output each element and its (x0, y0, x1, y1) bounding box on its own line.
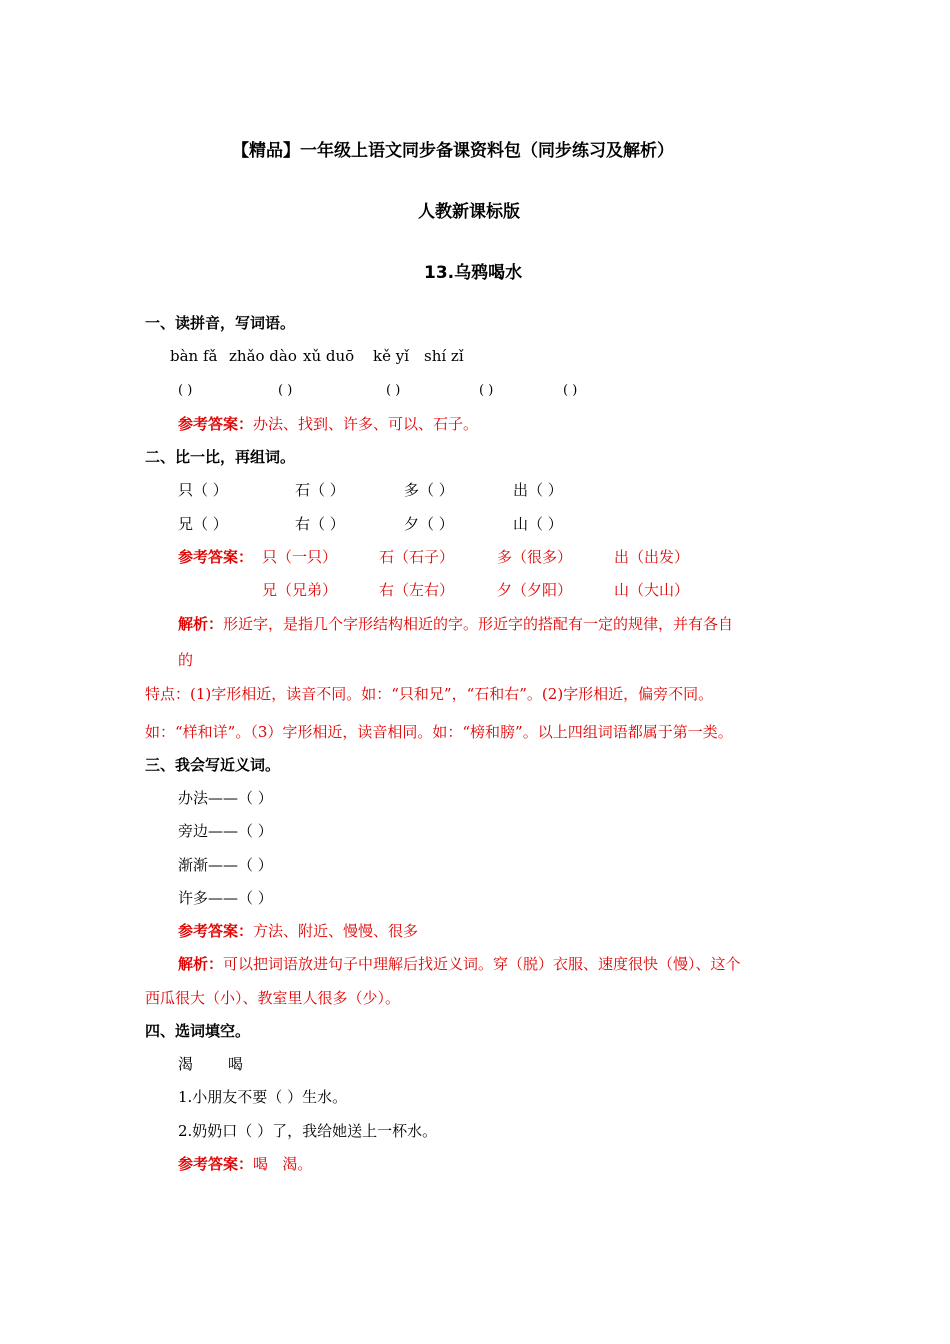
answer-item: 只（一只） (262, 548, 338, 566)
analysis-line (178, 957, 741, 972)
answer-line (178, 924, 418, 939)
question-1: 1.小朋友不要（ ）生水。 (178, 1088, 348, 1106)
analysis-line: 特点：(1)字形相近，读音不同。如：“只和兄”，“石和右”。(2)字形相近，偏旁不同。 (145, 685, 714, 703)
compare-item: 只（ ） (178, 481, 228, 499)
compare-item: 山（ ） (513, 515, 563, 533)
synonym-item: 办法——（ ） (178, 789, 273, 807)
analysis-label: 解析： (178, 615, 224, 633)
answer-item: 夕（夕阳） (497, 581, 573, 599)
blank-1: ( ) (178, 383, 193, 398)
answer-text: 喝 渴。 (253, 1155, 313, 1173)
pinyin-1: bàn fǎ (170, 347, 218, 365)
section-1-heading: 一、读拼音，写词语。 (145, 314, 296, 332)
pinyin-4: kě yǐ (373, 347, 410, 365)
answer-item: 右（左右） (379, 581, 455, 599)
blank-3: ( ) (386, 383, 401, 398)
answer-item: 山（大山） (614, 581, 690, 599)
analysis-line (178, 617, 733, 632)
pinyin-5: shí zǐ (424, 347, 464, 365)
lesson-title: 13.乌鸦喝水 (424, 263, 523, 283)
compare-item: 右（ ） (295, 515, 345, 533)
answer-label: 参考答案： (178, 922, 254, 940)
word-choice: 渴 (178, 1055, 194, 1073)
answer-label: 参考答案： (178, 1155, 254, 1173)
analysis-line: 西瓜很大（小）、教室里人很多（少）。 (145, 989, 401, 1007)
synonym-item: 许多——（ ） (178, 889, 273, 907)
blank-2: ( ) (278, 383, 293, 398)
answer-item: 多（很多） (497, 548, 573, 566)
pinyin-2: zhǎo dào (229, 347, 297, 365)
answer-item: 出（出发） (614, 548, 690, 566)
answer-item: 兄（兄弟） (262, 581, 338, 599)
answer-text: 办法、找到、许多、可以、石子。 (253, 415, 479, 433)
synonym-item: 旁边——（ ） (178, 822, 273, 840)
answer-label: 参考答案： (178, 548, 254, 566)
analysis-text: 形近字，是指几个字形结构相近的字。形近字的搭配有一定的规律，并有各自 (223, 615, 734, 633)
analysis-line: 如：“样和详”。（3）字形相近，读音相同。如：“榜和膀”。以上四组词语都属于第一类。 (145, 723, 733, 741)
edition-subtitle: 人教新课标版 (418, 202, 520, 222)
analysis-label: 解析： (178, 955, 224, 973)
compare-item: 出（ ） (513, 481, 563, 499)
blank-5: ( ) (563, 383, 578, 398)
section-4-heading: 四、选词填空。 (145, 1022, 251, 1040)
blank-4: ( ) (479, 383, 494, 398)
compare-item: 兄（ ） (178, 515, 228, 533)
answer-text: 方法、附近、慢慢、很多 (253, 922, 419, 940)
compare-item: 多（ ） (404, 481, 454, 499)
answer-label: 参考答案： (178, 415, 254, 433)
compare-item: 石（ ） (295, 481, 345, 499)
word-choice: 喝 (228, 1055, 244, 1073)
section-3-heading: 三、我会写近义词。 (145, 756, 281, 774)
question-2: 2.奶奶口（ ）了，我给她送上一杯水。 (178, 1122, 438, 1140)
compare-item: 夕（ ） (404, 515, 454, 533)
pinyin-3: xǔ duō (303, 347, 355, 365)
analysis-text: 可以把词语放进句子中理解后找近义词。穿（脱）衣服、速度很快（慢）、这个 (223, 955, 741, 973)
section-2-heading: 二、比一比，再组词。 (145, 448, 296, 466)
document-title: 【精品】一年级上语文同步备课资料包（同步练习及解析） (232, 141, 674, 161)
answer-1 (178, 417, 478, 432)
synonym-item: 渐渐——（ ） (178, 856, 273, 874)
answer-line (178, 1157, 312, 1172)
analysis-line: 的 (178, 651, 194, 669)
answer-item: 石（石子） (379, 548, 455, 566)
